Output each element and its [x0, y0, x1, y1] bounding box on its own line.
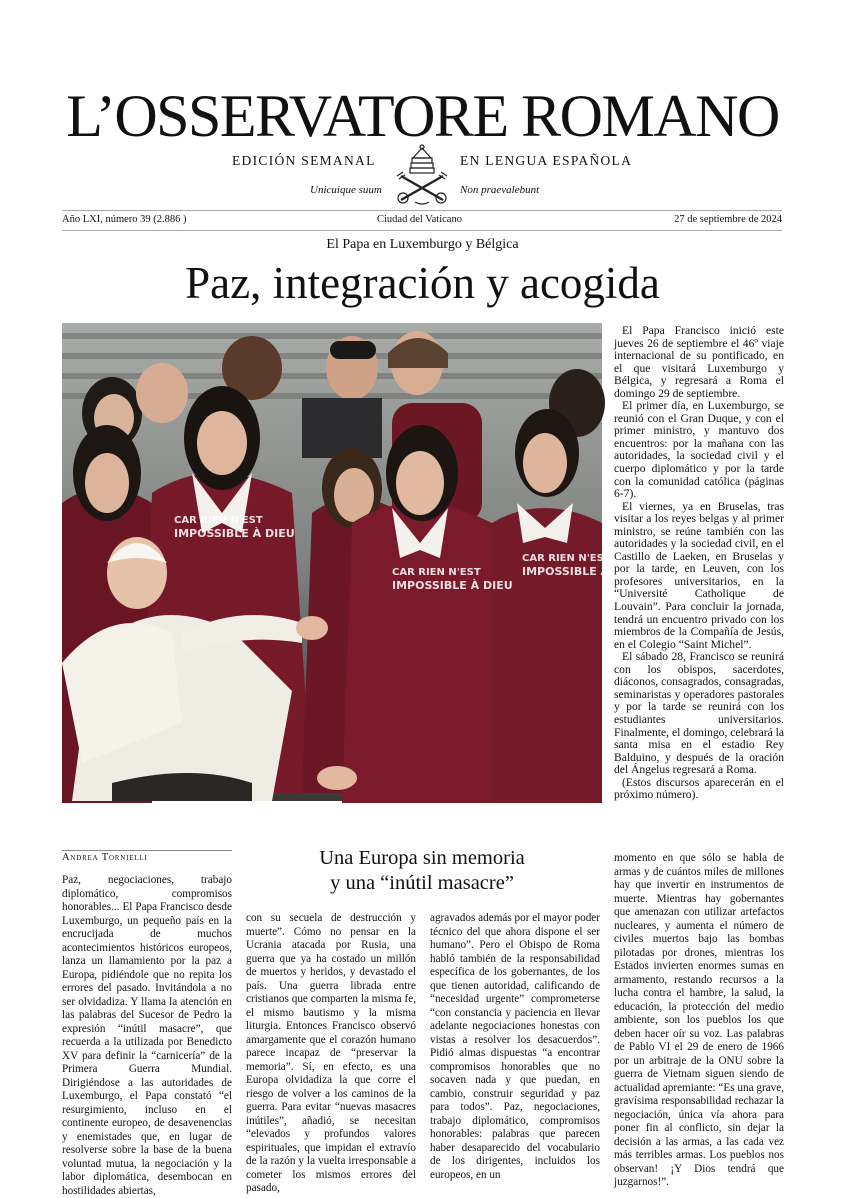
article-column-4: momento en que sólo se habla de armas y de cuántos miles de millones hay que invertir en instrumentos de muerte. Mientras hay gobernantes que amenazan con utilizar artefactos nucleares, y aumenta el número de civiles muertos bajo las bombas pilotadas por drones, mientras los Estados invierten enormes sumas en armamento, restando recursos a la lucha contra el hambre, la salud, la educación, la protección del medio ambiente, son los pueblos los que deben hacer oír su voz. Las palabras de Pablo VI el 29 de enero de 1966 por un arbitraje de la ONU sobre la guerra de Vietnam siguen siendo de actualidad apremiante: “Es una grave, gravísima responsabilidad rechazar la negociación, única vía ahora para poner fin al conflicto, sin dejar la decisión a las armas, a las cada vez más terribles armas. Los pueblos nos observan! ¡Y Dios tendrá que juzgarnos!”.	[614, 852, 784, 1188]
language-label: EN LENGUA ESPAÑOLA	[460, 153, 633, 168]
hoodie-print-text: IMPOSSIBLE À DIEU	[174, 527, 295, 540]
lead-photo-illustration	[62, 323, 643, 801]
lead-paragraph: (Estos discursos aparecerán en el próximo número).	[614, 775, 784, 802]
issue-date: 27 de septiembre de 2024	[674, 214, 782, 225]
lead-paragraph: El Papa Francisco inició este jueves 26 de septiembre el 46º viaje internacional de su pontificado, en el que visitará Luxemburgo y Bélgica, y regresará a Roma el domingo 29 de septiembre.	[614, 324, 784, 400]
second-headline-line: Una Europa sin memoria	[319, 847, 525, 869]
article-column-3: agravados además por el mayor poder técnico del que ahora dispone el ser humano”. Pero el Obispo de Roma habló también de la responsabilidad específica de los gobernantes, de los que tienen autoridad, calificando de “necesidad urgente” comprometerse “con constancia y paciencia en llevar adelante negociaciones honestas con vistas a resolver los desacuerdos”. Pidió almas dispuestas “a encontrar compromisos honorables que no socaven nada y que puedan, en cambio, construir seguridad y paz para todos”. Paz, negociaciones, trabajo diplomático, compromisos honorables: palabras que parecen haber desaparecido del vocabulario de los dirigentes, incluidos los europeos, en un	[430, 912, 600, 1181]
author-byline: Andrea Tornielli	[62, 852, 148, 863]
lead-paragraph: El primer día, en Luxemburgo, se reunió con el Gran Duque, y con el primer ministro, y mantuvo dos encuentros: por la mañana con las autoridades, la sociedad civil y el cuerpo diplomático y por la tarde con la comunidad católica (páginas 6-7).	[614, 399, 784, 501]
header-rule	[62, 210, 782, 211]
edition-label: EDICIÓN SEMANAL	[232, 153, 376, 168]
hoodie-print-text: CAR RIEN N'EST	[392, 567, 481, 578]
lead-kicker: El Papa en Luxemburgo y Bélgica	[326, 237, 519, 252]
article-column-2: con su secuela de destrucción y muerte”. Cómo no pensar en la Ucrania atacada por Rusia, una guerra que ya ha costado un millón de muertos y heridos, y devastado el país. Una guerra librada entre cristianos que comparten la misma fe, el mismo bautismo y la misma liturgia. Entonces Francisco observó amargamente que el corazón humano parece incapaz de “preservar la memoria”. Sí, en efecto, es una Europa olvidadiza la que corre el riesgo de volver a los caminos de la guerra. Para evitar “nuevas masacres inútiles”, añadió, se necesitan “elevados y profundos valores espirituales, que impidan el extravío de la razón y la vuelta irresponsable a cometer los mismos errores del pasado,	[246, 912, 416, 1194]
header-rule	[62, 230, 782, 231]
papal-keys-emblem-icon	[393, 144, 451, 206]
motto-left: Unicuique suum	[310, 184, 382, 196]
lead-headline: Paz, integración y acogida	[185, 258, 660, 308]
lead-paragraph: El viernes, ya en Bruselas, tras visitar a los reyes belgas y al primer ministro, se reúne también con las autoridades y la sociedad civil, en el Castillo de Laeken, en Bruselas y por la tarde, en Leuven, con los profesores universitarios, en la “Université Catholique de Louvain”. Para concluir la jornada, tendrá un encuentro privado con los miembros de la Compañía de Jesús, en el Colegio “Saint Michel”.	[614, 499, 784, 651]
lead-paragraph: El sábado 28, Francisco se reunirá con los obispos, sacerdotes, diáconos, consagrados, consagradas, seminaristas y operadores pastorales y por la tarde se reunirá con los estudiantes universitarios. Finalmente, el domingo, celebrará la santa misa en el estadio Rey Balduino, y después de la oración del Ángelus regresará a Roma.	[614, 650, 784, 777]
article-column-1: Paz, negociaciones, trabajo diplomático, compromisos honorables... El Papa Francisco desde Luxemburgo, un pequeño país en la encrucijada de muchos acontecimientos históricos europeos, lanza un llamamiento por la paz a Europa, pidiéndole que no repita los errores del pasado. Invitándola a no ser olvidadiza. Y llama la atención en las palabras del Sucesor de Pedro la expresión “inútil masacre”, que recuerda a la utilizada por Benedicto XV para definir la “carnicería” de la Primera Guerra Mundial. Dirigiéndose a las autoridades de Luxemburgo, el Papa constató “el resurgimiento, incluso en el continente europeo, de desavenencias y enemistades que, en lugar de resolverse sobre la base de la buena voluntad mutua, la negociación y la labor diplomática, desembocan en hostilidades abiertas,	[62, 874, 232, 1197]
issue-place: Ciudad del Vaticano	[377, 214, 462, 225]
hoodie-print-text: CAR RIEN N'EST	[522, 553, 611, 564]
lead-photo	[62, 323, 643, 801]
lead-story-text	[614, 325, 784, 802]
second-headline	[246, 846, 598, 896]
motto-right: Non praevalebunt	[460, 184, 540, 196]
issue-number: Año LXI, número 39 (2.886 )	[62, 214, 187, 225]
byline-rule	[62, 850, 232, 851]
hoodie-print-text: CAR RIEN N'EST	[174, 515, 263, 526]
hoodie-print-text: IMPOSSIBLE À DIEU	[522, 565, 643, 578]
hoodie-print-text: IMPOSSIBLE À DIEU	[392, 579, 513, 592]
masthead-title: L’OSSERVATORE ROMANO	[66, 83, 779, 149]
second-headline-line: y una “inútil masacre”	[330, 872, 514, 894]
